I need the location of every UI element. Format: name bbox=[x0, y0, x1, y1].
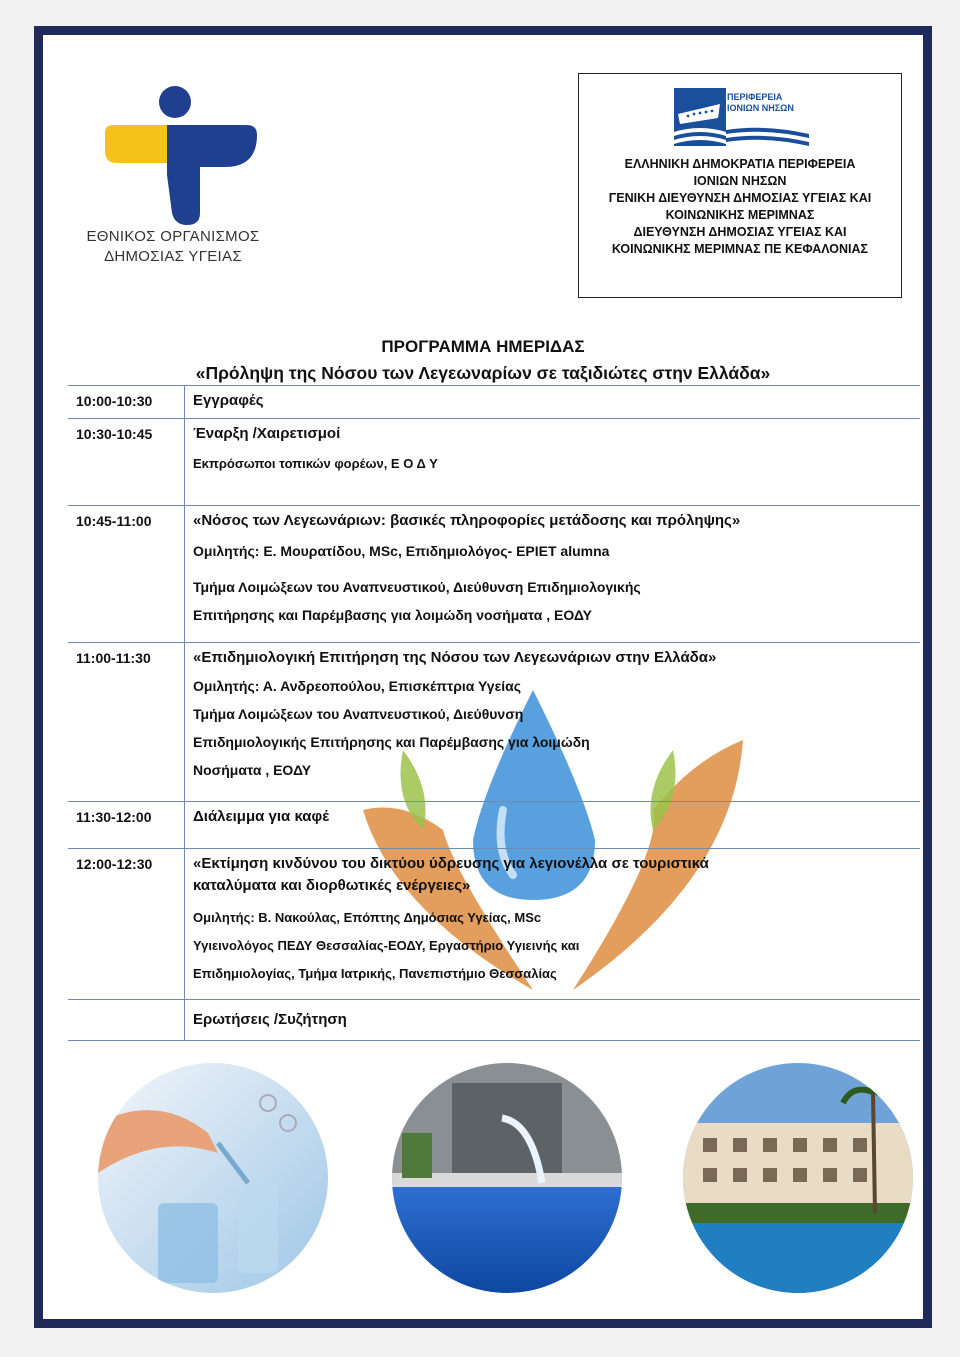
agenda-line: Επιδημιολογικής Επιτήρησης και Παρέμβασης για λοιμώδη bbox=[193, 734, 590, 750]
agenda-content bbox=[184, 1000, 920, 1040]
eody-name-line-2: ΔΗΜΟΣΙΑΣ ΥΓΕΙΑΣ bbox=[104, 248, 242, 265]
agenda-line: Επιδημιολογίας, Τμήμα Ιατρικής, Πανεπιστήμιο Θεσσαλίας bbox=[193, 966, 557, 981]
agenda-line: Νοσήματα , ΕΟΔΥ bbox=[193, 762, 312, 778]
page-title: ΠΡΟΓΡΑΜΜΑ ΗΜΕΡΙΔΑΣ bbox=[381, 337, 585, 356]
agenda-line: Υγιεινολόγος ΠΕΔΥ Θεσσαλίας-ΕΟΔΥ, Εργαστήριο Υγιεινής και bbox=[193, 938, 580, 953]
agenda-content bbox=[184, 643, 920, 801]
agenda-line: Εγγραφές bbox=[193, 392, 264, 409]
agenda-line: Ομιλητής: Β. Νακούλας, Επόπτης Δημόσιας Υγείας, MSc bbox=[193, 910, 542, 925]
agenda-time: 11:30-12:00 bbox=[76, 809, 152, 825]
region-authority-lines bbox=[579, 156, 901, 258]
hotel-pool-photo-image bbox=[683, 1063, 913, 1293]
region-line: ΓΕΝΙΚΗ ΔΙΕΥΘΥΝΣΗ ΔΗΜΟΣΙΑΣ ΥΓΕΙΑΣ ΚΑΙ bbox=[608, 191, 872, 205]
agenda-content bbox=[184, 386, 920, 418]
agenda-content bbox=[184, 802, 920, 848]
agenda-line: Ερωτήσεις /Συζήτηση bbox=[193, 1011, 347, 1028]
agenda-time bbox=[68, 1000, 184, 1007]
region-line: ΕΛΛΗΝΙΚΗ ΔΗΜΟΚΡΑΤΙΑ ΠΕΡΙΦΕΡΕΙΑ bbox=[624, 157, 856, 171]
agenda-line: Τμήμα Λοιμώξεων του Αναπνευστικού, Διεύθυνση bbox=[193, 706, 524, 722]
region-logo-text-line-1: ΠΕΡΙΦΕΡΕΙΑ bbox=[727, 92, 783, 102]
agenda-row bbox=[68, 386, 920, 419]
agenda-line: «Εκτίμηση κινδύνου του δικτύου ύδρευσης για λεγιονέλλα σε τουριστικά bbox=[193, 855, 709, 872]
agenda-content bbox=[184, 849, 920, 999]
agenda-time: 10:00-10:30 bbox=[76, 393, 153, 409]
agenda-time: 10:30-10:45 bbox=[76, 426, 153, 442]
agenda-row bbox=[68, 849, 920, 1000]
agenda-line: Ομιλητής: Ε. Μουρατίδου, MSc, Επιδημιολόγος- EPIET alumna bbox=[193, 543, 610, 559]
agenda-row bbox=[68, 643, 920, 802]
agenda-time: 11:00-11:30 bbox=[76, 650, 151, 666]
eody-name bbox=[83, 227, 263, 267]
agenda-line: Έναρξη /Χαιρετισμοί bbox=[193, 425, 341, 442]
agenda-table bbox=[68, 385, 920, 1041]
region-line: ΔΙΕΥΘΥΝΣΗ ΔΗΜΟΣΙΑΣ ΥΓΕΙΑΣ ΚΑΙ bbox=[633, 225, 847, 239]
agenda-line: Διάλειμμα για καφέ bbox=[193, 808, 330, 825]
agenda-line: καταλύματα και διορθωτικές ενέργειες» bbox=[193, 877, 471, 894]
agenda-row bbox=[68, 506, 920, 643]
agenda-line: «Νόσος των Λεγεωνάριων: βασικές πληροφορίες μετάδοσης και πρόληψης» bbox=[193, 512, 741, 529]
region-logo-text-line-2: ΙΟΝΙΩΝ ΝΗΣΩΝ bbox=[727, 103, 794, 113]
region-header-box bbox=[578, 73, 902, 298]
agenda-content bbox=[184, 506, 920, 642]
pool-fountain-photo-image bbox=[392, 1063, 622, 1293]
agenda-row bbox=[68, 419, 920, 506]
page-subtitle: «Πρόληψη της Νόσου των Λεγεωναρίων σε ταξιδιώτες στην Ελλάδα» bbox=[195, 363, 771, 383]
agenda-line: Εκπρόσωποι τοπικών φορέων, Ε Ο Δ Υ bbox=[193, 456, 438, 471]
lab-photo bbox=[98, 1063, 328, 1293]
agenda-time: 12:00-12:30 bbox=[76, 856, 153, 872]
region-line: ΙΟΝΙΩΝ ΝΗΣΩΝ bbox=[693, 174, 787, 188]
agenda-content bbox=[184, 419, 920, 505]
region-line: ΚΟΙΝΩΝΙΚΗΣ ΜΕΡΙΜΝΑΣ ΠΕ ΚΕΦΑΛΟΝΙΑΣ bbox=[611, 242, 869, 256]
hotel-pool-photo bbox=[683, 1063, 913, 1293]
pool-fountain-photo bbox=[392, 1063, 622, 1293]
agenda-line: Τμήμα Λοιμώξεων του Αναπνευστικού, Διεύθυνση Επιδημιολογικής bbox=[193, 579, 641, 595]
agenda-row bbox=[68, 802, 920, 849]
agenda-row bbox=[68, 1000, 920, 1041]
region-logo-text bbox=[727, 92, 794, 114]
agenda-line: Ομιλητής: Α. Ανδρεοπούλου, Επισκέπτρια Υγείας bbox=[193, 678, 522, 694]
agenda-time: 10:45-11:00 bbox=[76, 513, 152, 529]
agenda-line: Επιτήρησης και Παρέμβασης για λοιμώδη νοσήματα , ΕΟΔΥ bbox=[193, 607, 592, 623]
region-line: ΚΟΙΝΩΝΙΚΗΣ ΜΕΡΙΜΝΑΣ bbox=[665, 208, 815, 222]
lab-photo-image bbox=[98, 1063, 328, 1293]
eody-name-line-1: ΕΘΝΙΚΟΣ ΟΡΓΑΝΙΣΜΟΣ bbox=[86, 228, 260, 245]
page-frame bbox=[34, 26, 932, 1328]
agenda-line: «Επιδημιολογική Επιτήρηση της Νόσου των Λεγεωνάριων στην Ελλάδα» bbox=[193, 649, 717, 666]
